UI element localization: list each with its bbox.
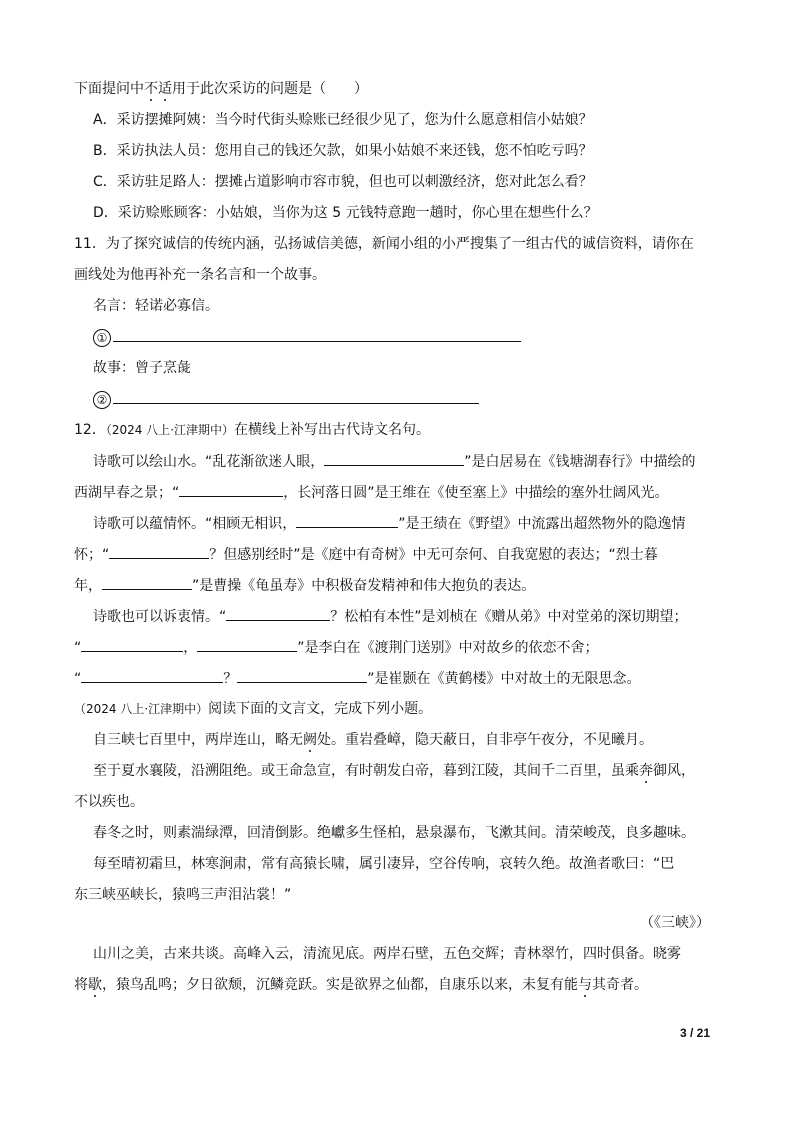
q12-stem xyxy=(74,420,430,440)
reading-stem-text: 阅读下面的文言文，完成下列小题。 xyxy=(208,701,433,717)
emphasis-char: 与 xyxy=(578,977,592,993)
circled-number-1: ① xyxy=(93,329,111,347)
source-tag: （2024 八上·江津期中） xyxy=(74,702,209,716)
source-tag: （2024 八上·江津期中） xyxy=(105,423,234,437)
reading-para2-line1 xyxy=(93,761,695,781)
q11-story: 故事：曾子烹彘 xyxy=(93,360,191,376)
fill-blank[interactable] xyxy=(81,637,183,652)
text-segment: 诗歌也可以诉衷情。“ xyxy=(93,609,227,625)
emphasis-char: 适 xyxy=(158,81,172,97)
text-segment: 怀；“ xyxy=(74,547,110,563)
text-segment: “ xyxy=(74,640,82,656)
text-segment: 其奇者。 xyxy=(592,977,648,993)
text-segment: ， xyxy=(183,640,198,656)
text-segment: 诗歌可以绘山水。“乱花渐欲迷人眼， xyxy=(93,454,325,470)
q10-option-c: C．采访驻足路人：摆摊占道影响市容市貌，但也可以刺激经济，您对此怎么看？ xyxy=(93,174,593,190)
fill-blank[interactable] xyxy=(81,668,223,683)
fill-blank[interactable] xyxy=(109,544,209,559)
text-segment: 御风， xyxy=(653,763,695,779)
q12-p3-line3 xyxy=(74,668,641,688)
emphasis-char: 歇 xyxy=(88,977,102,993)
emphasis-char: 奔 xyxy=(639,763,653,779)
text-segment: ”是白居易在《钱塘湖春行》中描绘的 xyxy=(464,454,696,470)
passage-title: （《三峡》） xyxy=(640,915,710,931)
reading-stem xyxy=(74,699,432,719)
question-number: 12． xyxy=(74,422,106,438)
reading-para4-line1: 每至晴初霜旦，林寒涧肃，常有高猿长啸，属引凄异，空谷传响，哀转久绝。故渔者歌曰：“巴 xyxy=(93,856,675,872)
text-segment: 西湖早春之景；“ xyxy=(74,485,180,501)
answer-blank[interactable] xyxy=(113,389,479,404)
text-segment: 至于夏水襄陵，沿溯阻绝。或王命急宣，有时朝发白帝，暮到江陵，其间千二百里，虽乘 xyxy=(93,763,639,779)
text-segment: ，猿鸟乱鸣；夕日欲颓，沉鳞竞跃。实是欲界之仙都，自康乐以来，未复有能 xyxy=(102,977,578,993)
fill-blank[interactable] xyxy=(237,668,367,683)
circled-number-2: ② xyxy=(93,391,111,409)
answer-blank[interactable] xyxy=(113,327,521,342)
text-segment: “ xyxy=(74,671,82,687)
q10-stem-text: 用于此次采访的问题是（ ） xyxy=(172,81,368,97)
q12-p2-line1 xyxy=(93,513,686,533)
reading-para4-line2: 东三峡巫峡长，猿鸣三声泪沾裳！” xyxy=(74,887,292,903)
reading-para1 xyxy=(93,730,653,750)
q10-stem xyxy=(74,79,368,99)
text-segment: 自三峡七百里中，两岸连山，略无 xyxy=(93,732,303,748)
q11-answer-2 xyxy=(93,389,479,409)
reading-para2-line2: 不以疾也。 xyxy=(74,794,144,810)
text-segment: ”是王绩在《野望》中流露出超然物外的隐逸情 xyxy=(398,516,686,532)
q10-option-d: D．采访赊账顾客：小姑娘，当你为这 5 元钱特意跑一趟时，你心里在想些什么？ xyxy=(93,205,598,221)
reading-para5-line2 xyxy=(74,975,648,995)
page-number: 3 / 21 xyxy=(679,1026,710,1040)
q12-p2-line3 xyxy=(74,575,535,595)
q11-stem-line2: 画线处为他再补充一条名言和一个故事。 xyxy=(74,267,326,283)
text-segment: 诗歌可以蕴情怀。“相顾无相识， xyxy=(93,516,297,532)
q11-answer-1 xyxy=(93,327,521,347)
text-segment: ”是崔颢在《黄鹤楼》中对故土的无限思念。 xyxy=(367,671,641,687)
fill-blank[interactable] xyxy=(179,482,283,497)
q12-stem-text: 在横线上补写出古代诗文名句。 xyxy=(234,422,430,438)
text-segment: 年， xyxy=(74,578,102,594)
text-segment: ”是曹操《龟虽寿》中积极奋发精神和伟大抱负的表达。 xyxy=(192,578,536,594)
fill-blank[interactable] xyxy=(296,513,398,528)
text-segment: ？松柏有本性”是刘桢在《赠从弟》中对堂弟的深切期望； xyxy=(330,609,688,625)
q11-stem-line1: 11．为了探究诚信的传统内涵，弘扬诚信美德，新闻小组的小严搜集了一组古代的诚信资料，请你在 xyxy=(74,236,694,252)
text-segment: ？ xyxy=(223,671,238,687)
fill-blank[interactable] xyxy=(102,575,192,590)
text-segment: ，长河落日圆”是王维在《使至塞上》中描绘的塞外壮阔风光。 xyxy=(283,485,669,501)
text-segment: 将 xyxy=(74,977,88,993)
q10-stem-text: 下面提问中 xyxy=(74,81,144,97)
reading-para5-line1: 山川之美，古来共谈。高峰入云，清流见底。两岸石壁，五色交辉；青林翠竹，四时俱备。晓雾 xyxy=(93,946,681,962)
text-segment: ？但感别经时”是《庭中有奇树》中无可奈何、自我宽慰的表达；“烈士暮 xyxy=(209,547,658,563)
emphasis-char: 阙 xyxy=(303,732,317,748)
q12-p3-line2 xyxy=(74,637,599,657)
fill-blank[interactable] xyxy=(226,606,330,621)
emphasis-char: 不 xyxy=(144,81,158,97)
reading-para3: 春冬之时，则素湍绿潭，回清倒影。绝巘多生怪柏，悬泉瀑布，飞漱其间。清荣峻茂，良多趣味。 xyxy=(93,825,695,841)
q10-option-a: A．采访摆摊阿姨：当今时代街头赊账已经很少见了，您为什么愿意相信小姑娘？ xyxy=(93,112,593,128)
fill-blank[interactable] xyxy=(324,451,464,466)
q12-p1-line2 xyxy=(74,482,669,502)
q12-p2-line2 xyxy=(74,544,658,564)
q12-p1-line1 xyxy=(93,451,696,471)
text-segment: 处。重岩叠嶂，隐天蔽日，自非亭午夜分，不见曦月。 xyxy=(317,732,653,748)
text-segment: ”是李白在《渡荆门送别》中对故乡的依恋不舍； xyxy=(297,640,599,656)
q10-option-b: B．采访执法人员：您用自己的钱还欠款，如果小姑娘不来还钱，您不怕吃亏吗？ xyxy=(93,143,593,159)
q11-motto: 名言：轻诺必寡信。 xyxy=(93,298,219,314)
fill-blank[interactable] xyxy=(197,637,297,652)
q12-p3-line1 xyxy=(93,606,688,626)
